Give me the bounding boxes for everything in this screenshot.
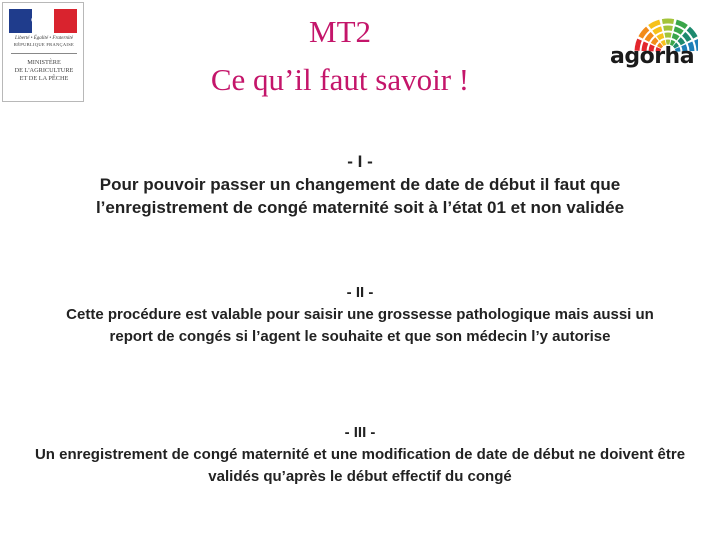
marianne-profile-icon — [23, 11, 59, 31]
agorha-arc-segment — [654, 29, 662, 33]
section-3-marker: - III - — [344, 424, 376, 441]
section-2 — [20, 282, 700, 348]
logo-divider — [11, 53, 77, 54]
agorha-arc-segment — [650, 22, 660, 27]
agorha-arc-segment — [647, 34, 652, 41]
agorha-arc-segment — [684, 34, 689, 41]
agorha-arc-segment — [662, 21, 673, 22]
republic-motto: Liberté • Égalité • Fraternité — [15, 36, 73, 41]
ministry-name: MINISTÈRE DE L'AGRICULTURE ET DE LA PÊCHE — [14, 59, 74, 82]
agorha-arc-segment — [676, 22, 686, 27]
agorha-logo-text: agorha — [610, 44, 695, 69]
ministry-logo — [2, 2, 84, 102]
section-1-text: Pour pouvoir passer un changement de date de début il faut que l’enregistrement de congé maternité soit à l’état 01 et non validée — [95, 175, 625, 217]
section-2-marker: - II - — [346, 284, 374, 301]
agorha-arc-segment — [641, 29, 648, 38]
agorha-arc-segment — [674, 29, 682, 33]
section-1-marker: - I - — [347, 152, 373, 171]
agorha-arc-segment — [658, 36, 664, 39]
section-1 — [20, 150, 700, 219]
agorha-logo — [606, 12, 698, 74]
agorha-arc-segment — [688, 29, 695, 38]
section-3 — [20, 422, 700, 488]
republic-label: RÉPUBLIQUE FRANÇAISE — [13, 42, 75, 47]
title-line-2: Ce qu’il faut savoir ! — [210, 62, 470, 97]
title-line-1: MT2 — [309, 14, 371, 49]
section-3-text: Un enregistrement de congé maternité et une modification de date de début ne doivent être validés qu’après le début effectif du congé — [34, 446, 686, 485]
agorha-arc-segment — [672, 36, 678, 39]
page-title — [140, 8, 540, 104]
section-2-text: Cette procédure est valable pour saisir une grossesse pathologique mais aussi un report de congés si l’agent le souhaite et que son médecin l’y autorise — [66, 306, 654, 345]
